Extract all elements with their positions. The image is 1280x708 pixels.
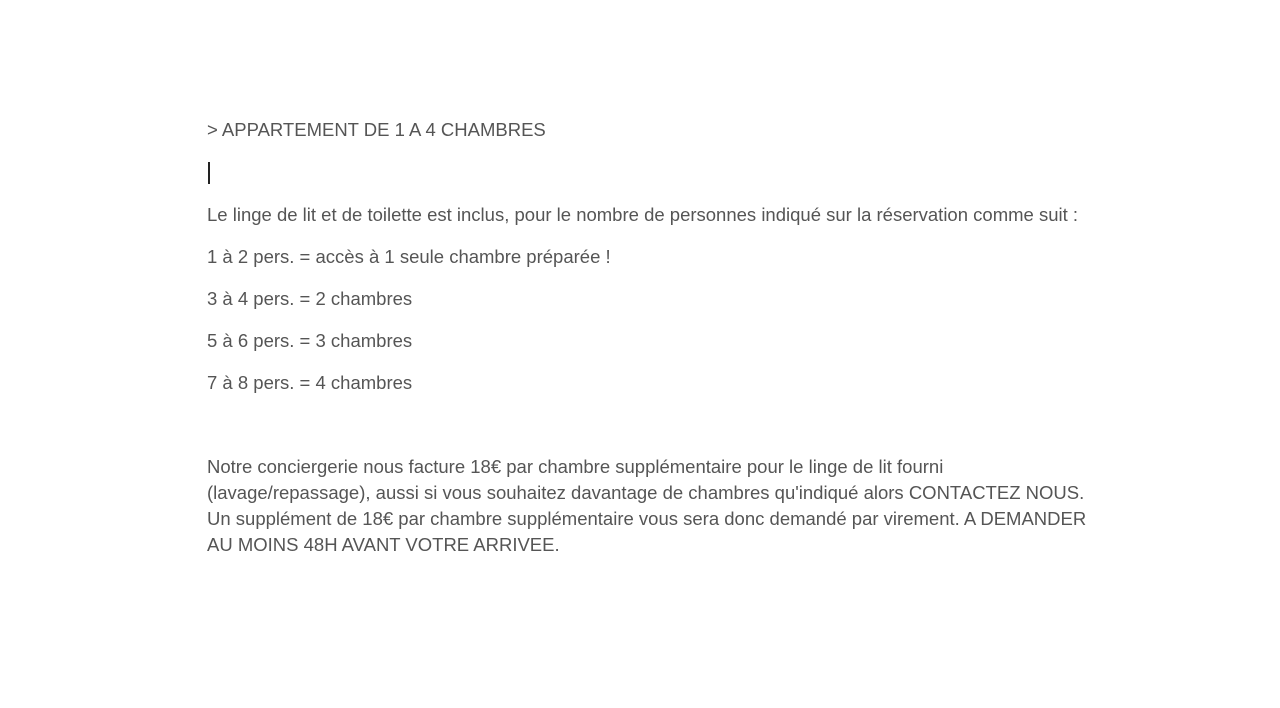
supplement-note: Notre conciergerie nous facture 18€ par chambre supplémentaire pour le linge de lit fourni (lavage/repassage), aussi si vous souhaitez davantage de chambres qu'indiqué alors CONTACTEZ NOUS. Un supplément de 18€ par chambre supplémentaire vous sera donc demandé par virement. A DEMANDER AU MOINS 48H AVANT VOTRE ARRIVEE.	[207, 456, 1087, 555]
text-cursor	[208, 162, 210, 184]
intro-paragraph: Le linge de lit et de toilette est inclus, pour le nombre de personnes indiqué sur la réservation comme suit :	[207, 204, 1079, 225]
room-rule-item: 3 à 4 pers. = 2 chambres	[207, 288, 413, 309]
room-rule-item: 5 à 6 pers. = 3 chambres	[207, 330, 413, 351]
room-rules-list	[207, 244, 1097, 396]
room-rule-item: 7 à 8 pers. = 4 chambres	[207, 372, 413, 393]
document-body[interactable]	[207, 118, 1097, 558]
room-rule-item: 1 à 2 pers. = accès à 1 seule chambre préparée !	[207, 246, 611, 267]
section-heading: > APPARTEMENT DE 1 A 4 CHAMBRES	[207, 119, 546, 140]
